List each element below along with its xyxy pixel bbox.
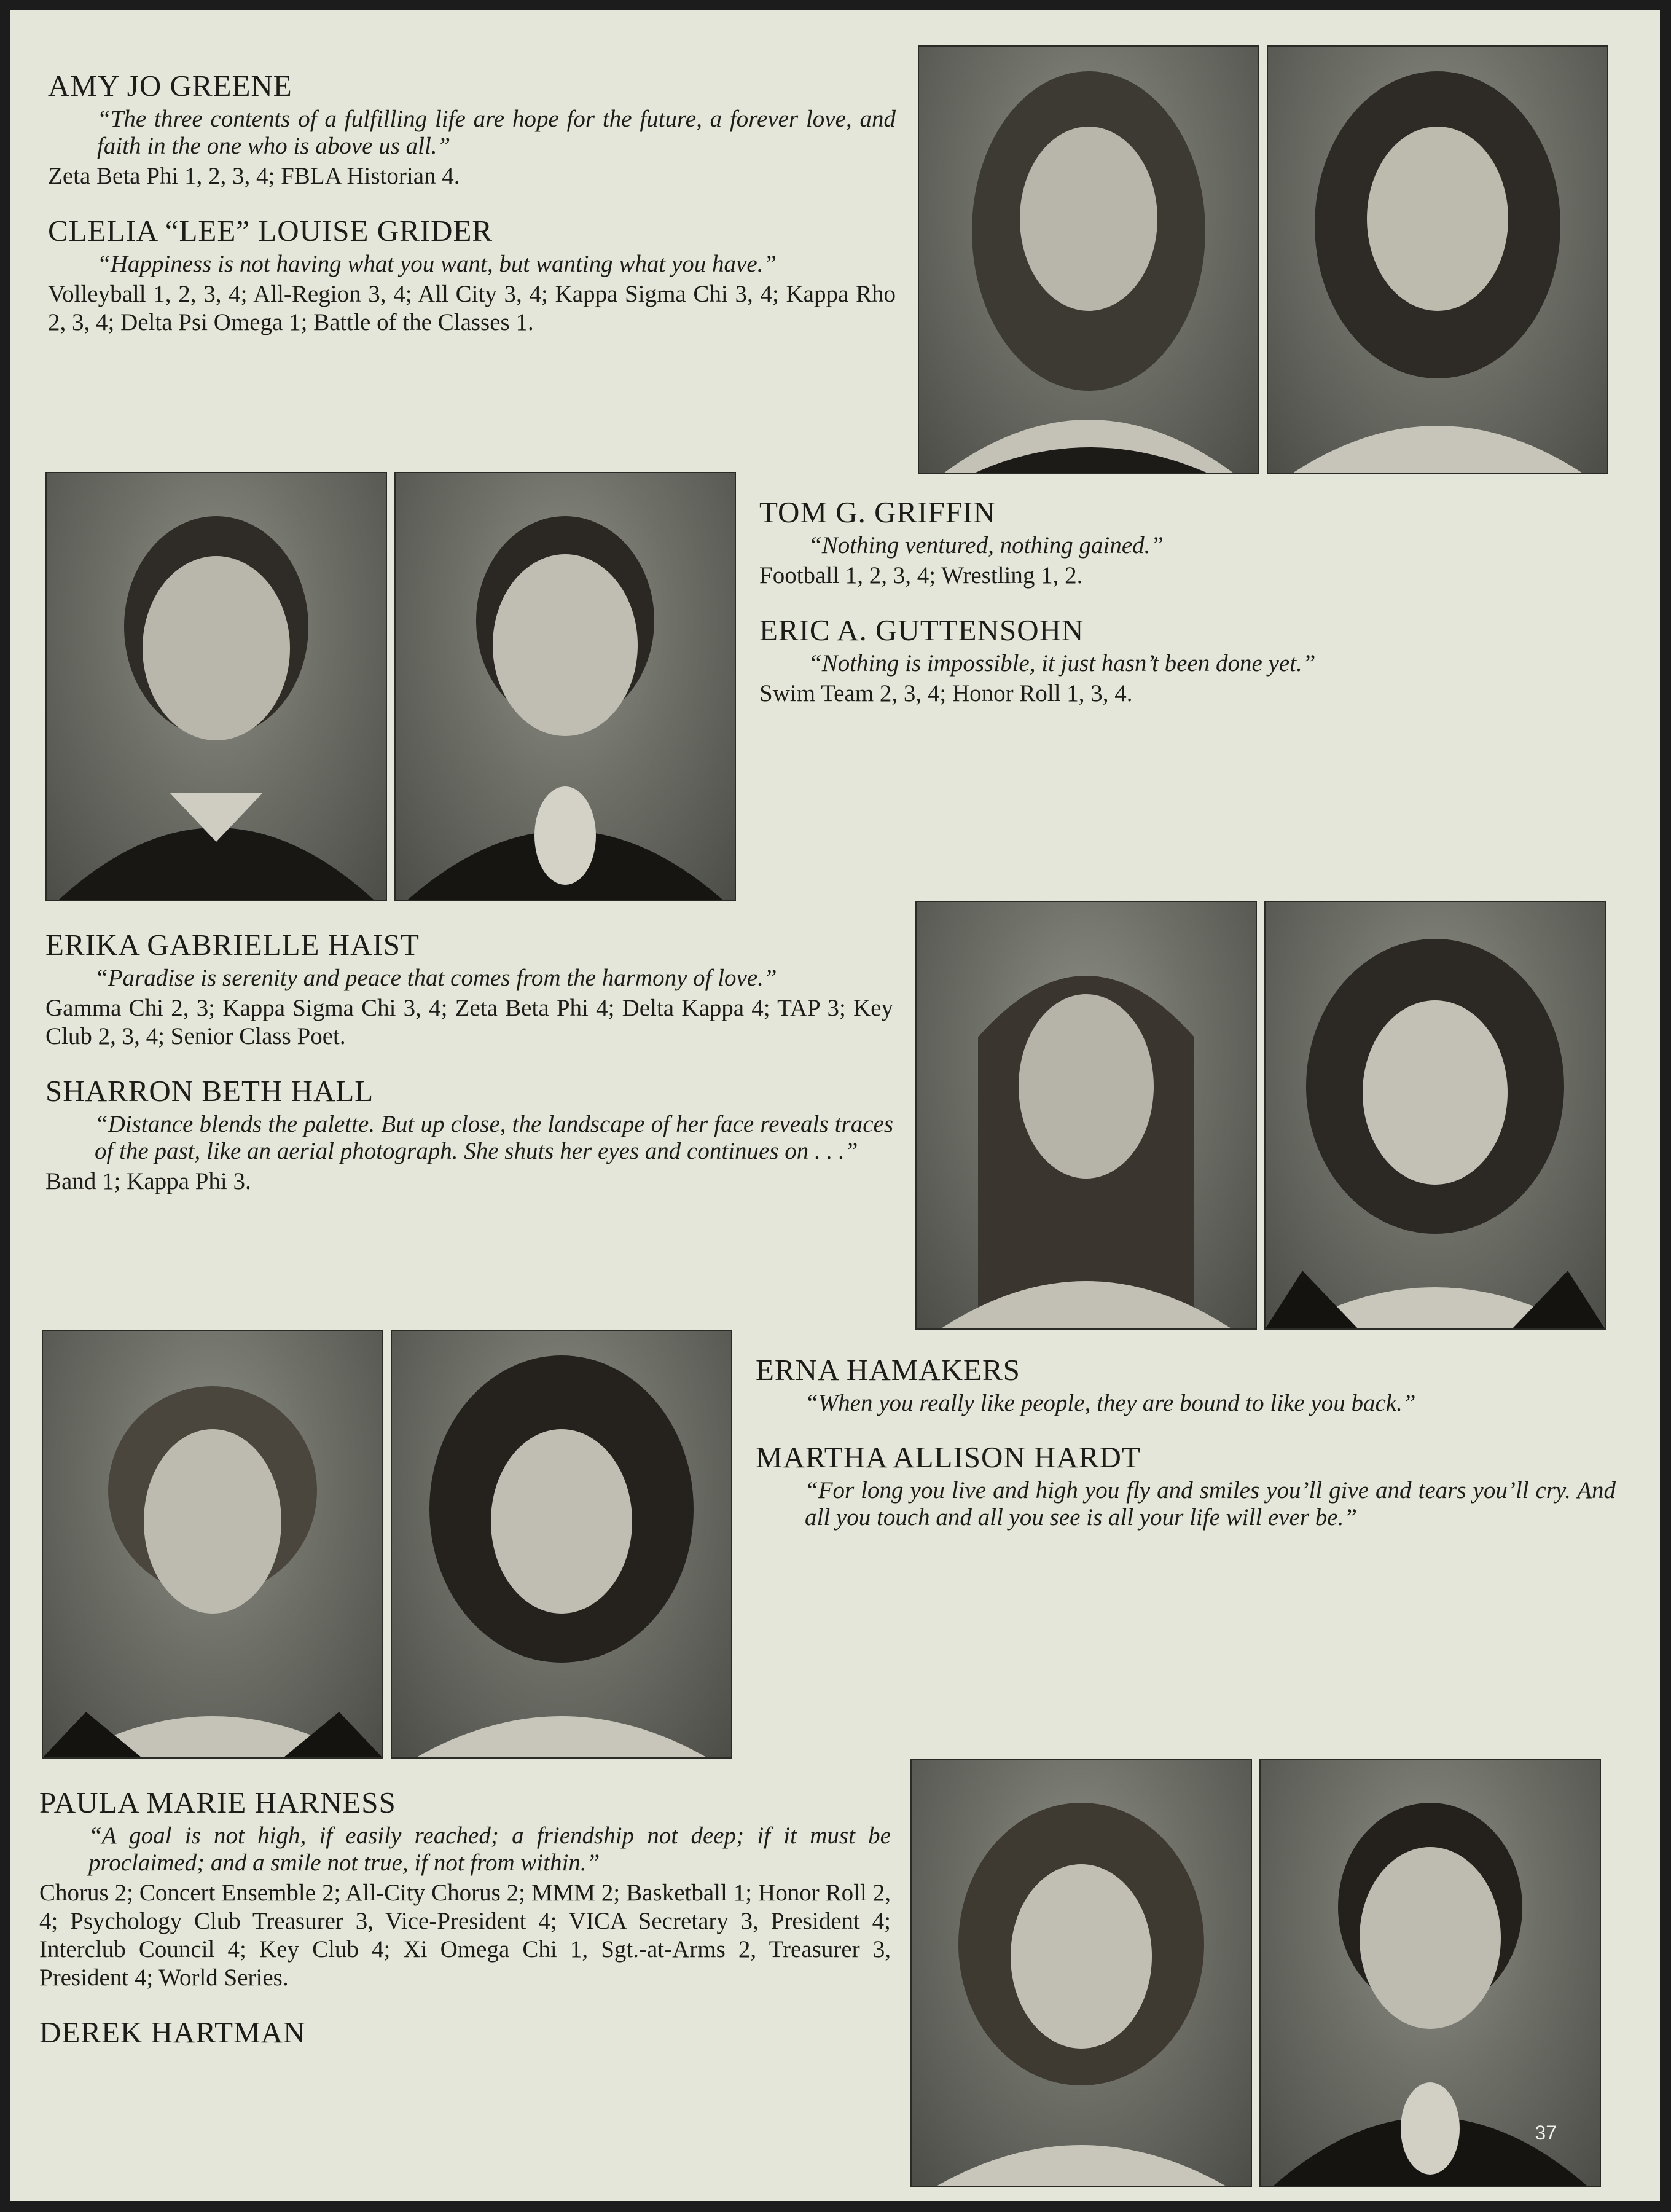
student-name: AMY JO GREENE	[48, 69, 292, 103]
student-quote: “Nothing is impossible, it just hasn’t been done yet.”	[808, 650, 1316, 677]
student-activities: Swim Team 2, 3, 4; Honor Roll 1, 3, 4.	[759, 680, 1133, 707]
senior-portrait-photo	[45, 472, 387, 901]
senior-entry	[759, 613, 1619, 708]
student-quote: “Nothing ventured, nothing gained.”	[808, 532, 1164, 559]
senior-entry	[756, 1440, 1616, 1531]
student-name: ERIC A. GUTTENSOHN	[759, 613, 1084, 647]
senior-portrait-photo	[910, 1759, 1252, 2187]
student-name: DEREK HARTMAN	[39, 2015, 306, 2049]
senior-entry	[48, 214, 896, 337]
senior-entry	[756, 1353, 1616, 1417]
student-name: CLELIA “LEE” LOUISE GRIDER	[48, 214, 493, 248]
text-block-greene-grider	[48, 69, 896, 360]
senior-entry	[39, 1786, 891, 1992]
senior-entry	[759, 495, 1619, 590]
senior-portrait-photo	[1267, 45, 1608, 474]
student-activities: Chorus 2; Concert Ensemble 2; All-City Chorus 2; MMM 2; Basketball 1; Honor Roll 2, 4; Psychology Club Treasurer 3, Vice-President 4; VICA Secretary 3, President 4; Interclub Council 4; Key Club 4; Xi Omega Chi 1, Sgt.-at-Arms 2, Treasurer 3, President 4; World Series.	[39, 1880, 891, 1991]
student-quote: “Happiness is not having what you want, but wanting what you have.”	[97, 251, 777, 277]
page-number: 37	[1535, 2122, 1557, 2144]
student-activities: Football 1, 2, 3, 4; Wrestling 1, 2.	[759, 562, 1083, 589]
student-name: MARTHA ALLISON HARDT	[756, 1440, 1141, 1474]
student-activities: Gamma Chi 2, 3; Kappa Sigma Chi 3, 4; Zeta Beta Phi 4; Delta Kappa 4; TAP 3; Key Club 2, 3, 4; Senior Class Poet.	[45, 995, 893, 1049]
senior-portrait-photo	[918, 45, 1259, 474]
student-quote: “A goal is not high, if easily reached; a friendship not deep; if it must be proclaimed; and a smile not true, if not from within.”	[88, 1822, 891, 1876]
text-block-haist-hall	[45, 928, 893, 1219]
yearbook-page	[10, 10, 1660, 2201]
senior-entry	[45, 1074, 893, 1196]
student-activities: Volleyball 1, 2, 3, 4; All-Region 3, 4; All City 3, 4; Kappa Sigma Chi 3, 4; Kappa Rho 2, 3, 4; Delta Psi Omega 1; Battle of the Classes 1.	[48, 281, 896, 335]
text-block-harness-hartman	[39, 1786, 891, 2073]
text-block-hamakers-hardt	[756, 1353, 1616, 1555]
student-name: ERNA HAMAKERS	[756, 1353, 1020, 1387]
senior-portrait-photo	[394, 472, 736, 901]
senior-portrait-photo	[391, 1330, 732, 1759]
student-activities: Zeta Beta Phi 1, 2, 3, 4; FBLA Historian 4.	[48, 163, 460, 189]
student-quote: “When you really like people, they are bound to like you back.”	[805, 1390, 1416, 1416]
senior-portrait-photo	[915, 901, 1257, 1330]
student-quote: “Distance blends the palette. But up close, the landscape of her face reveals traces of the past, like an aerial photograph. She shuts her eyes and continues on . . .”	[95, 1111, 893, 1164]
senior-portrait-photo	[1264, 901, 1606, 1330]
student-activities: Band 1; Kappa Phi 3.	[45, 1168, 251, 1194]
student-name: SHARRON BETH HALL	[45, 1074, 374, 1108]
senior-entry	[39, 2015, 891, 2050]
senior-portrait-photo	[1259, 1759, 1601, 2187]
student-quote: “Paradise is serenity and peace that comes from the harmony of love.”	[95, 965, 777, 991]
text-block-griffin-guttensohn	[759, 495, 1619, 731]
senior-entry	[48, 69, 896, 190]
senior-portrait-photo	[42, 1330, 383, 1759]
student-name: ERIKA GABRIELLE HAIST	[45, 928, 420, 962]
student-quote: “For long you live and high you fly and smiles you’ll give and tears you’ll cry. And all you touch and all you see is all your life will ever be.”	[805, 1477, 1616, 1531]
student-name: PAULA MARIE HARNESS	[39, 1786, 396, 1819]
student-quote: “The three contents of a fulfilling life are hope for the future, a forever love, and faith in the one who is above us all.”	[97, 106, 896, 159]
senior-entry	[45, 928, 893, 1051]
student-name: TOM G. GRIFFIN	[759, 495, 996, 529]
